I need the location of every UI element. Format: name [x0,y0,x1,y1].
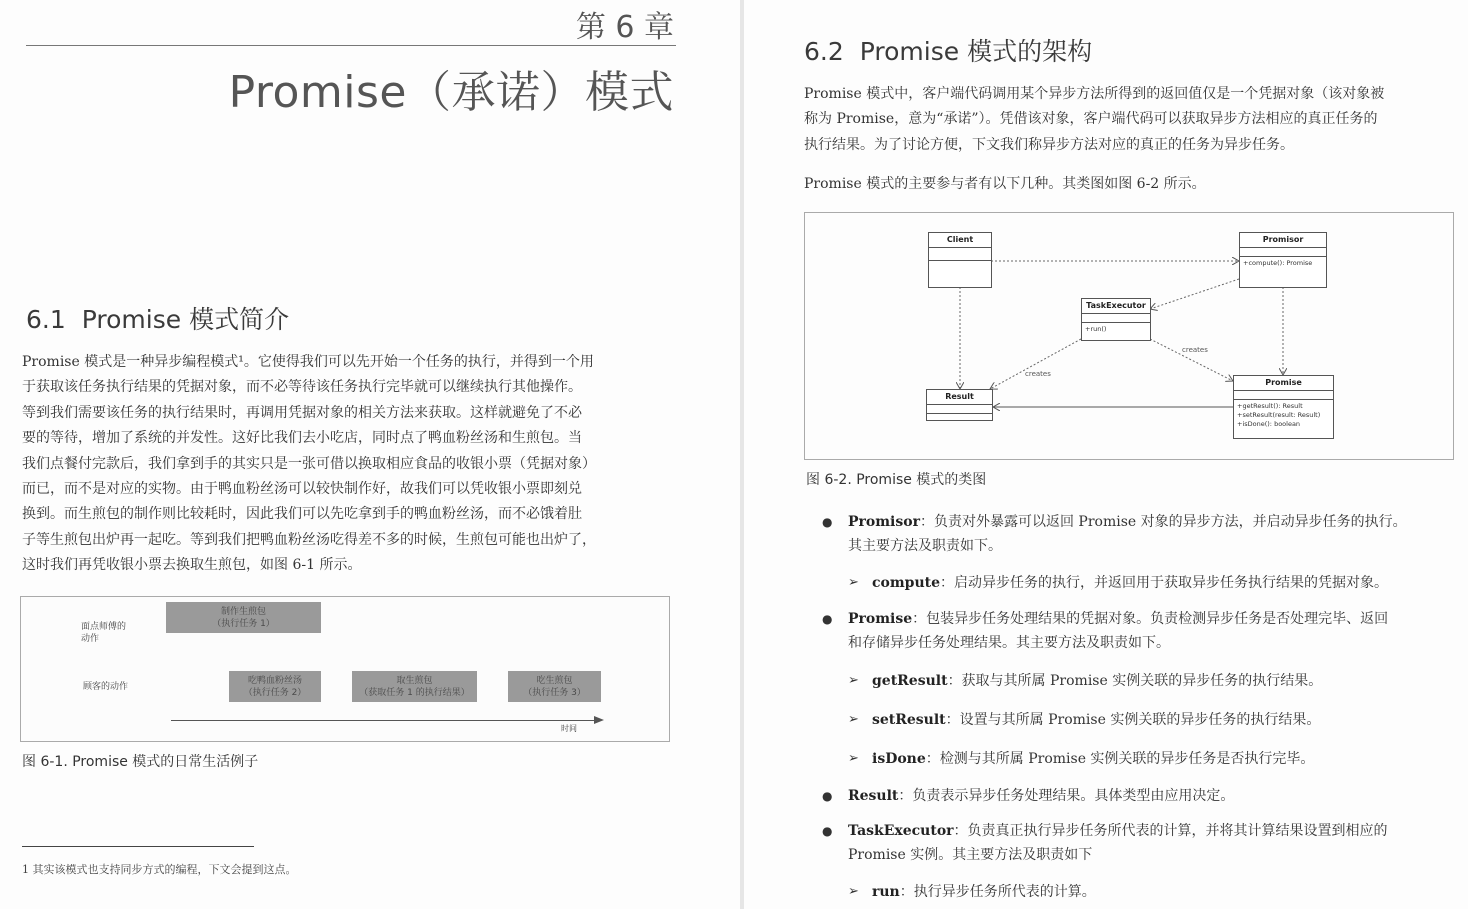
task-line: （执行任务 1） [212,618,275,629]
bullet-task-executor [822,819,1454,867]
class-operation: +isDone(): boolean [1237,420,1301,428]
arrow-bullet-icon: ➢ [848,751,859,766]
class-attributes [929,248,991,261]
task-executor-class [1081,298,1151,341]
section-6-2-heading [804,32,1092,68]
bullet-promisor [822,510,1454,558]
chef-label-line: 动作 [81,634,100,644]
promisor-class [1239,232,1327,288]
task-line: 吃生煎包 [536,675,573,686]
sub-isDone [848,747,1454,771]
desc: ：负责真正执行异步任务所代表的计算，并将其计算结果设置到相应的 [953,823,1388,839]
chef-role-label [81,621,126,645]
bullet-promise [822,607,1454,655]
task-eat-bun [508,671,601,702]
creates-label: creates [1025,370,1051,378]
desc: ：设置与其所属 Promise 实例关联的异步任务的执行结果。 [945,712,1321,728]
class-name: TaskExecutor [1082,299,1150,314]
time-label: 时间 [561,724,577,733]
participants-paragraph: Promise 模式的主要参与者有以下几种。其类图如图 6-2 所示。 [804,176,1206,192]
desc-line2: Promise 实例。其主要方法及职责如下 [848,847,1093,863]
task-line: （获取任务 1 的执行结果） [359,687,470,698]
task-make-bun [166,602,321,633]
client-class [928,232,992,288]
desc: ：执行异步任务所代表的计算。 [899,884,1096,900]
class-name: Client [929,233,991,248]
arrow-bullet-icon: ➢ [848,575,859,590]
section-number: 6.2 [804,37,844,66]
term: Result [848,788,899,804]
customer-role-label: 顾客的动作 [83,682,129,692]
footnote-rule [22,846,254,847]
chapter-rule [26,45,676,46]
para-line: 我们点餐付完款后，我们拿到手的其实只是一张可借以换取相应食品的收银小票（凭据对象） [22,455,596,472]
footnote: 1 其实该模式也支持同步方式的编程，下文会提到这点。 [22,863,297,876]
desc: ：包装异步任务处理结果的凭据对象。负责检测异步任务是否处理完毕、返回 [912,611,1389,627]
term: isDone [872,751,926,767]
figure-6-2 [804,212,1454,460]
right-page [744,0,1468,909]
time-arrow-icon [594,716,604,724]
desc: ：启动异步任务的执行，并返回用于获取异步任务执行结果的凭据对象。 [940,575,1389,591]
class-attributes [927,405,992,414]
sub-setResult [848,708,1454,732]
promise-class [1233,375,1334,439]
term: TaskExecutor [848,823,954,839]
class-attributes [1240,248,1326,257]
term: setResult [872,712,946,728]
para-line: 子等生煎包出炉再一起吃。等到我们把鸭血粉丝汤吃得差不多的时候，生煎包可能也出炉了， [22,531,596,548]
class-operation: +setResult(result: Result) [1237,411,1321,419]
para-line: 于获取该任务执行结果的凭据对象，而不必等待该任务执行完毕就可以继续执行其他操作。 [22,379,582,396]
term: getResult [872,673,948,689]
task-line: （执行任务 3） [523,687,586,698]
task-eat-soup [229,671,321,702]
term: Promisor [848,514,920,530]
section-title: Promise 模式的架构 [859,37,1093,66]
term: compute [872,575,941,591]
figure-6-1-caption: 图 6-1. Promise 模式的日常生活例子 [22,754,259,770]
task-line: 取生煎包 [396,675,433,686]
para-line: 执行结果。为了讨论方便，下文我们称异步方法对应的真正的任务为异步任务。 [804,136,1294,153]
para-line: 称为 Promise，意为“承诺”）。凭借该对象，客户端代码可以获取异步方法相应的真正任务的 [804,111,1378,128]
bullet-dot-icon: ● [822,612,833,626]
task-fetch-bun [352,671,477,702]
bullet-dot-icon: ● [822,789,833,803]
bullet-dot-icon: ● [822,515,833,529]
class-name: Promisor [1240,233,1326,248]
desc: ：获取与其所属 Promise 实例关联的异步任务的执行结果。 [947,673,1323,689]
chef-label-line: 面点师傅的 [81,622,127,632]
section-number: 6.1 [26,305,66,334]
desc: ：负责对外暴露可以返回 Promise 对象的异步方法，并启动异步任务的执行。 [919,514,1407,530]
creates-label: creates [1182,346,1208,354]
arrow-bullet-icon: ➢ [848,884,859,899]
para-line: 这时我们再凭收银小票去换取生煎包，如图 6-1 所示。 [22,557,362,574]
class-operation: +run() [1085,325,1107,333]
promisor-executor-link [1150,279,1239,309]
para-line: 等到我们需要该任务的执行结果时，再调用凭据对象的相关方法来获取。这样就避免了不必 [22,404,582,421]
class-operation: +getResult(): Result [1237,402,1303,410]
class-operation: +compute(): Promise [1243,259,1313,267]
executor-result-link [990,339,1081,389]
chapter-title: Promise（承诺）模式 [228,67,674,118]
sub-getResult [848,669,1454,693]
task-line: 吃鸭血粉丝汤 [247,675,302,686]
task-line: 制作生煎包 [220,606,266,617]
para-line: 要的等待，增加了系统的并发性。这好比我们去小吃店，同时点了鸭血粉丝汤和生煎包。当 [22,430,582,447]
sub-run [848,880,1454,904]
term: Promise [848,611,913,627]
arrow-bullet-icon: ➢ [848,673,859,688]
para-line: 换到。而生煎包的制作则比较耗时，因此我们可以先吃拿到手的鸭血粉丝汤，而不必饿着肚 [22,506,582,523]
desc: ：检测与其所属 Promise 实例关联的异步任务是否执行完毕。 [925,751,1315,767]
desc: ：负责表示异步任务处理结果。具体类型由应用决定。 [898,788,1235,804]
figure-6-2-caption: 图 6-2. Promise 模式的类图 [806,472,987,488]
time-axis [171,720,596,721]
bullet-result [822,784,1454,808]
intro-paragraph [22,350,670,579]
chapter-number: 第 6 章 [575,10,674,45]
section-6-1-heading [26,300,289,336]
sub-compute [848,571,1454,595]
result-class [926,389,993,421]
class-operations [1234,400,1333,431]
class-attributes [1234,391,1333,400]
class-attributes [1082,314,1150,323]
class-name: Result [927,390,992,405]
desc-line2: 其主要方法及职责如下。 [848,538,1002,554]
term: run [872,884,900,900]
para-line: 而已，而不是对应的实物。由于鸭血粉丝汤可以较快制作好，故我们可以凭收银小票即刻兑 [22,481,582,498]
arrow-bullet-icon: ➢ [848,712,859,727]
para-line: Promise 模式是一种异步编程模式¹。它使得我们可以先开始一个任务的执行，并得到一个用 [22,354,594,370]
bullet-dot-icon: ● [822,824,833,838]
para-line: Promise 模式中，客户端代码调用某个异步方法所得到的返回值仅是一个凭据对象（该对象被 [804,86,1385,102]
section-title: Promise 模式简介 [81,305,290,334]
desc-line2: 和存储异步任务处理结果。其主要方法及职责如下。 [848,635,1170,651]
architecture-paragraph [804,82,1454,158]
task-line: （执行任务 2） [243,687,307,698]
class-name: Promise [1234,376,1333,391]
figure-6-1 [20,596,670,742]
